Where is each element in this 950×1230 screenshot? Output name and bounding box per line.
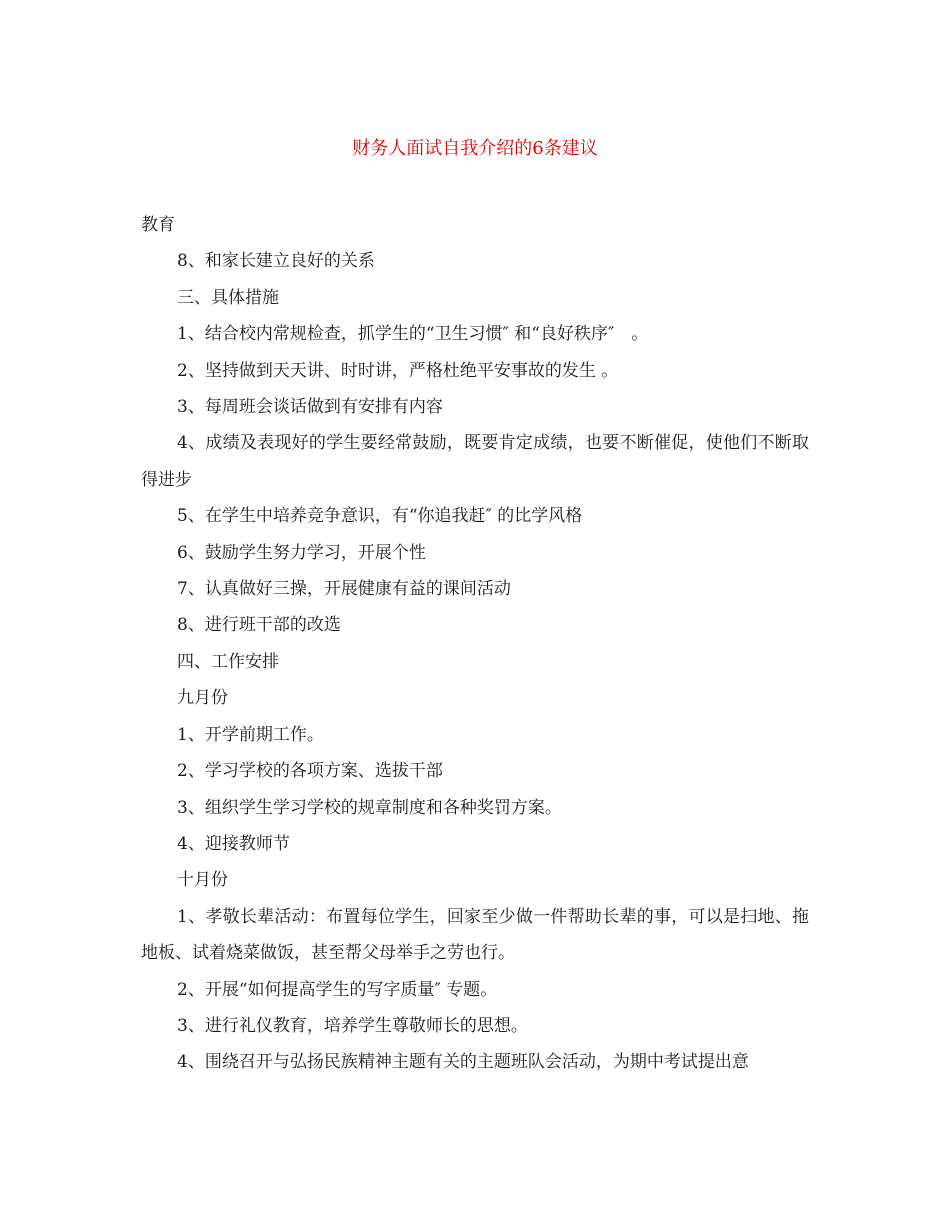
paragraph: 1、开学前期工作。 bbox=[177, 724, 324, 745]
document-body bbox=[141, 207, 809, 1081]
paragraph: 教育 bbox=[141, 215, 175, 235]
paragraph: 3、每周班会谈话做到有安排有内容 bbox=[177, 397, 443, 418]
paragraph: 8、进行班干部的改选 bbox=[177, 615, 341, 636]
document-title: 财务人面试自我介绍的6条建议 bbox=[352, 138, 598, 159]
month-heading: 九月份 bbox=[177, 688, 228, 709]
paragraph: 4、成绩及表现好的学生要经常鼓励，既要肯定成绩，也要不断催促，使他们不断取得进步 bbox=[141, 433, 809, 490]
month-heading: 十月份 bbox=[177, 870, 228, 891]
paragraph: 4、迎接教师节 bbox=[177, 833, 290, 854]
section-heading: 三、具体措施 bbox=[177, 287, 279, 308]
paragraph: 5、在学生中培养竞争意识，有“你追我赶″ 的比学风格 bbox=[177, 506, 583, 527]
paragraph: 3、进行礼仪教育，培养学生尊敬师长的思想。 bbox=[177, 1015, 528, 1036]
paragraph: 6、鼓励学生努力学习，开展个性 bbox=[177, 542, 426, 563]
paragraph: 4、围绕召开与弘扬民族精神主题有关的主题班队会活动，为期中考试提出意 bbox=[177, 1052, 749, 1073]
paragraph: 2、学习学校的各项方案、选拔干部 bbox=[177, 761, 443, 782]
section-heading: 四、工作安排 bbox=[177, 651, 279, 672]
paragraph: 3、组织学生学习学校的规章制度和各种奖罚方案。 bbox=[177, 797, 562, 818]
paragraph: 8、和家长建立良好的关系 bbox=[177, 251, 375, 272]
paragraph: 1、结合校内常规检查，抓学生的“卫生习惯″ 和“良好秩序″ 。 bbox=[177, 324, 649, 345]
paragraph: 2、开展“如何提高学生的写字质量″ 专题。 bbox=[177, 979, 498, 1000]
paragraph: 7、认真做好三操，开展健康有益的课间活动 bbox=[177, 579, 511, 600]
paragraph: 1、孝敬长辈活动：布置每位学生，回家至少做一件帮助长辈的事，可以是扫地、拖地板、试着烧菜做饭，甚至帮父母举手之劳也行。 bbox=[141, 906, 809, 964]
paragraph: 2、坚持做到天天讲、时时讲，严格杜绝平安事故的发生 。 bbox=[177, 360, 619, 381]
